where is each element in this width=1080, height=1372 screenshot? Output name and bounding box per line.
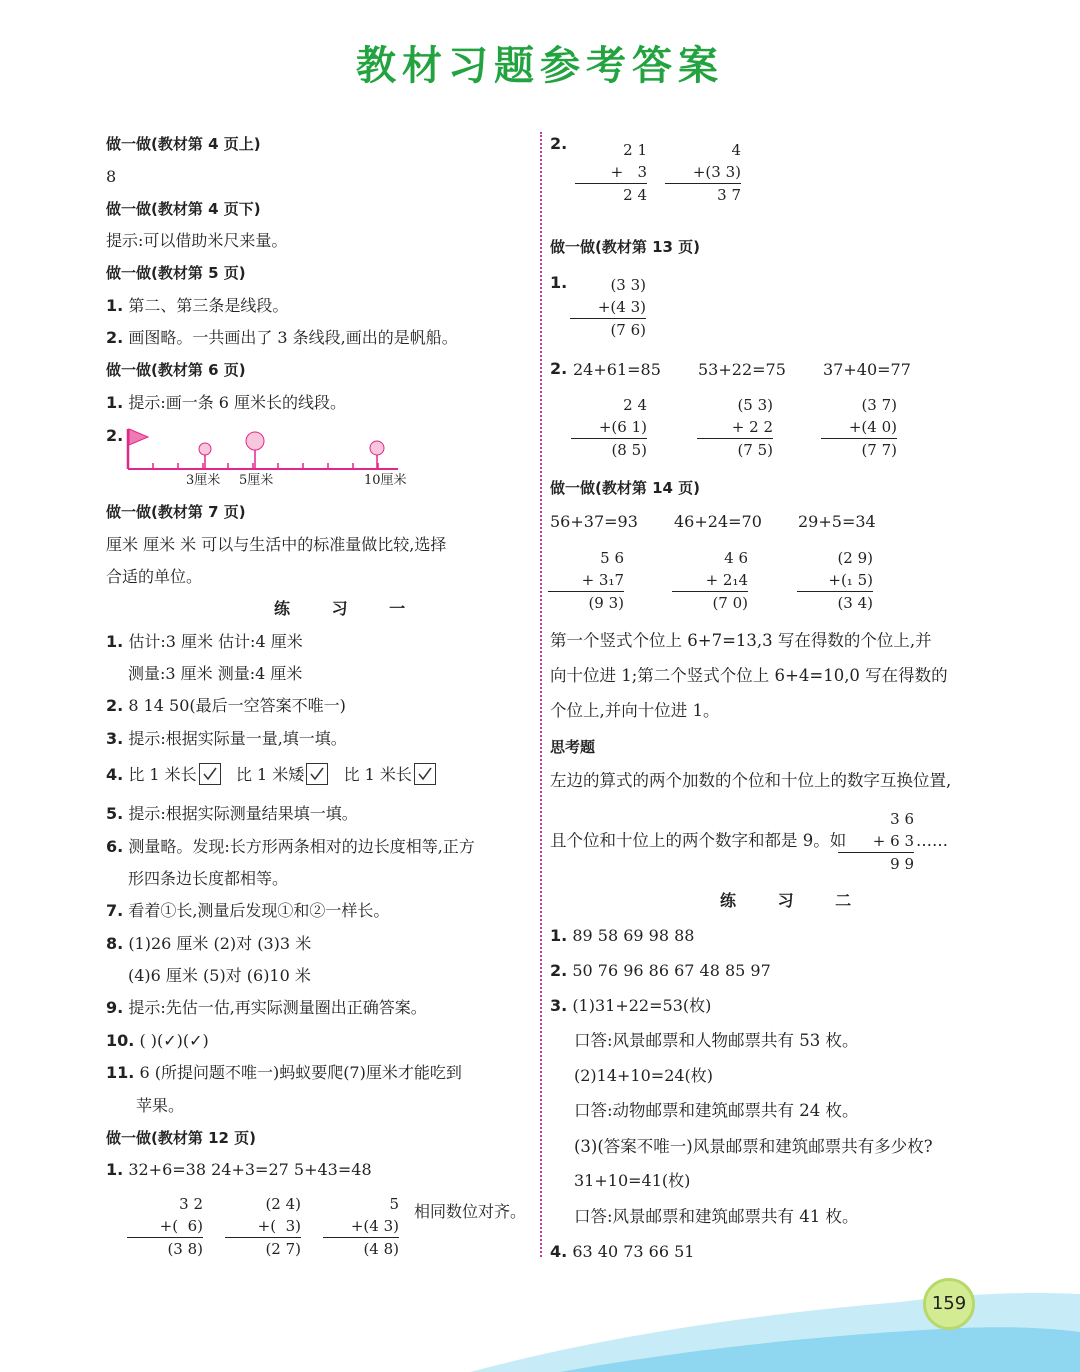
answer-text: 提示:根据实际测量结果填一填。 [128, 804, 358, 823]
answer-line [106, 1159, 372, 1181]
vertical-calc [821, 394, 897, 461]
heading-p14: 做一做(教材第 14 页) [550, 479, 701, 497]
item-number: 10. [106, 1031, 135, 1050]
answer-text: 50 76 96 86 67 48 85 97 [572, 961, 771, 980]
answer-line [106, 997, 427, 1019]
calc-row: (3 8) [167, 1240, 203, 1258]
calc-row: (4 8) [363, 1240, 399, 1258]
answer-text: 89 58 69 98 88 [572, 926, 695, 945]
calc-row: 4 6 [724, 549, 748, 567]
answer-text: 比 1 米长 [343, 765, 412, 784]
equation: 53+22=75 [698, 360, 786, 379]
answer-text: 8 14 50(最后一空答案不唯一) [128, 696, 346, 715]
item-number: 9. [106, 998, 124, 1017]
calc-row: 2 4 [623, 186, 647, 204]
page-title: 教材习题参考答案 [356, 43, 724, 89]
answer-line [106, 900, 389, 922]
answer-text: (2)14+10=24(枚) [574, 1066, 714, 1085]
section-title: 练 习 一 [274, 599, 424, 618]
answer-text: 口答:风景邮票和建筑邮票共有 41 枚。 [574, 1207, 859, 1226]
answer-text: 口答:风景邮票和人物邮票共有 53 枚。 [574, 1031, 859, 1050]
calc-row: (3 7) [861, 396, 897, 414]
answer-line [550, 925, 694, 947]
item-number: 1. [106, 296, 124, 315]
think-heading: 思考题 [550, 738, 596, 756]
item-number: 2. [106, 696, 124, 715]
answer-text: (1)26 厘米 (2)对 (3)3 米 [128, 934, 312, 953]
explanation-text: 第一个竖式个位上 6+7=13,3 写在得数的个位上,并 [550, 631, 932, 650]
item-number: 2. [550, 961, 568, 980]
calc-row: +(₁ 5) [797, 569, 873, 592]
ruler-label: 10厘米 [364, 473, 407, 488]
calc-row: (7 5) [737, 441, 773, 459]
small-tree-icon [199, 443, 211, 469]
item-number: 2. [550, 359, 568, 378]
item-number: 2. [106, 426, 124, 445]
calc-row: 3 7 [717, 186, 741, 204]
ellipsis: …… [916, 831, 948, 850]
calc-row: 3 6 [890, 810, 914, 828]
answer-text: (4)6 厘米 (5)对 (6)10 米 [128, 966, 311, 985]
answer-text: 63 40 73 66 51 [572, 1242, 695, 1261]
answer-text: 6 (所提问题不唯一)蚂蚁要爬(7)厘米才能吃到 [139, 1063, 462, 1082]
item-number: 8. [106, 934, 124, 953]
equation: 37+40=77 [823, 360, 911, 379]
calc-row: (2 7) [265, 1240, 301, 1258]
answer-text: ( )(✓)(✓) [139, 1031, 209, 1050]
explanation-text: 个位上,并向十位进 1。 [550, 701, 720, 720]
answer-text: 测量:3 厘米 测量:4 厘米 [128, 664, 303, 683]
calc-row: 5 6 [600, 549, 624, 567]
calc-row: 2 4 [623, 396, 647, 414]
answer-text: 估计:3 厘米 估计:4 厘米 [128, 632, 303, 651]
calc-row: 2 1 [623, 141, 647, 159]
calc-row: +(6 1) [571, 416, 647, 439]
answer-line [106, 695, 346, 717]
calc-row: +( 6) [127, 1215, 203, 1238]
checkbox-checked [199, 763, 221, 785]
answer-text: 提示:先估一估,再实际测量圈出正确答案。 [128, 998, 427, 1017]
footer-wave-decoration [0, 1262, 1080, 1372]
calc-row: +(4 3) [323, 1215, 399, 1238]
calc-row: +( 3) [225, 1215, 301, 1238]
item-number: 2. [106, 328, 124, 347]
answer-line [106, 1062, 462, 1084]
vertical-calc [838, 808, 914, 875]
answer-line [106, 1030, 209, 1052]
calc-row: (2 9) [837, 549, 873, 567]
answer-text: 31+10=41(枚) [574, 1171, 691, 1190]
answer-text: 看着①长,测量后发现①和②一样长。 [128, 901, 390, 920]
heading-p4-bottom: 做一做(教材第 4 页下) [106, 200, 261, 218]
item-number: 2. [550, 134, 568, 153]
flag-icon [128, 429, 148, 469]
section-title: 练 习 二 [720, 891, 870, 910]
calc-row: 9 9 [890, 855, 914, 873]
answer-text: 提示:画一条 6 厘米长的线段。 [128, 393, 347, 412]
answer-line [106, 728, 347, 750]
calc-row: 4 [731, 141, 741, 159]
item-number: 4. [550, 1242, 568, 1261]
vertical-calc [570, 274, 646, 341]
calc-row: +(3 3) [665, 161, 741, 184]
answer-text: 比 1 米长 [128, 765, 197, 784]
vertical-calc [797, 547, 873, 614]
answer-text: 形四条边长度都相等。 [128, 869, 289, 888]
answer-text: 苹果。 [136, 1096, 185, 1115]
calc-row: (2 4) [265, 1195, 301, 1213]
balloon-icon [370, 441, 384, 469]
item-number: 5. [106, 804, 124, 823]
answer-line [106, 327, 458, 349]
calc-row: + 3 [575, 161, 647, 184]
answer-text: (3)(答案不唯一)风景邮票和建筑邮票共有多少枚? [574, 1137, 933, 1156]
tree-icon [246, 432, 264, 469]
ruler-label: 3厘米 [186, 473, 221, 488]
heading-p6: 做一做(教材第 6 页) [106, 361, 246, 379]
answer-text: 口答:动物邮票和建筑邮票共有 24 枚。 [574, 1101, 859, 1120]
answer-text: 合适的单位。 [106, 567, 203, 586]
calc-row: 3 2 [179, 1195, 203, 1213]
answer-line [106, 933, 311, 955]
answer-line [550, 960, 771, 982]
heading-p13: 做一做(教材第 13 页) [550, 238, 701, 256]
calc-row: + 2 2 [697, 416, 773, 439]
answer-line [106, 631, 303, 653]
answer-text: 厘米 厘米 米 可以与生活中的标准量做比较,选择 [106, 535, 447, 554]
calc-row: (8 5) [611, 441, 647, 459]
item-number: 11. [106, 1063, 135, 1082]
item-number: 7. [106, 901, 124, 920]
equation: 46+24=70 [674, 512, 762, 531]
heading-p7: 做一做(教材第 7 页) [106, 503, 246, 521]
explanation-text: 左边的算式的两个加数的个位和十位上的数字互换位置, [550, 771, 952, 790]
answer-text: 8 [106, 167, 117, 186]
item-number: 1. [550, 273, 568, 292]
vertical-calc [575, 139, 647, 206]
answer-text: 相同数位对齐。 [414, 1202, 527, 1221]
answer-line [106, 295, 288, 317]
calc-row: + 3₁7 [548, 569, 624, 592]
equation: 56+37=93 [550, 512, 638, 531]
answer-text: 画图略。一共画出了 3 条线段,画出的是帆船。 [128, 328, 458, 347]
answer-text: 第二、第三条是线段。 [128, 296, 289, 315]
vertical-calc [127, 1193, 203, 1260]
vertical-calc [323, 1193, 399, 1260]
answer-text: 提示:根据实际量一量,填一填。 [128, 729, 347, 748]
item-number: 3. [550, 996, 568, 1015]
answer-text: 比 1 米矮 [235, 765, 305, 784]
answer-text: 测量略。发现:长方形两条相对的边长度相等,正方 [128, 837, 475, 856]
vertical-calc [697, 394, 773, 461]
calc-row: (3 3) [610, 276, 646, 294]
calc-row: (3 4) [837, 594, 873, 612]
calc-row: + 2₁4 [672, 569, 748, 592]
answer-line [550, 995, 711, 1017]
heading-p5: 做一做(教材第 5 页) [106, 264, 246, 282]
item-number: 1. [106, 393, 124, 412]
calc-row: +(4 3) [570, 296, 646, 319]
item-number: 1. [106, 1160, 124, 1179]
equation: 24+61=85 [573, 360, 661, 379]
item-number: 1. [106, 632, 124, 651]
page-number-badge: 159 [923, 1278, 975, 1330]
ruler-label: 5厘米 [239, 473, 274, 488]
answer-line [106, 392, 346, 414]
calc-row: (5 3) [737, 396, 773, 414]
answer-line [106, 836, 475, 858]
item-number: 3. [106, 729, 124, 748]
checkbox-checked [306, 763, 328, 785]
explanation-text: 且个位和十位上的两个数字和都是 9。如 [550, 831, 847, 850]
answer-text: 32+6=38 24+3=27 5+43=48 [128, 1160, 372, 1179]
heading-p4-top: 做一做(教材第 4 页上) [106, 135, 261, 153]
answer-line [550, 1241, 694, 1263]
checkbox-checked [414, 763, 436, 785]
vertical-calc [672, 547, 748, 614]
answer-line [106, 803, 358, 825]
vertical-calc [571, 394, 647, 461]
answer-text: 提示:可以借助米尺来量。 [106, 231, 288, 250]
item-number: 4. [106, 765, 124, 784]
calc-row: (9 3) [588, 594, 624, 612]
vertical-calc [548, 547, 624, 614]
vertical-calc [665, 139, 741, 206]
explanation-text: 向十位进 1;第二个竖式个位上 6+4=10,0 写在得数的 [550, 666, 948, 685]
calc-row: + 6 3 [838, 830, 914, 853]
calc-row: +(4 0) [821, 416, 897, 439]
column-divider [540, 132, 542, 1257]
calc-row: (7 7) [861, 441, 897, 459]
calc-row: (7 0) [712, 594, 748, 612]
item-number: 1. [550, 926, 568, 945]
answer-text: (1)31+22=53(枚) [572, 996, 712, 1015]
heading-p12: 做一做(教材第 12 页) [106, 1129, 257, 1147]
calc-row: 5 [389, 1195, 399, 1213]
vertical-calc [225, 1193, 301, 1260]
equation: 29+5=34 [798, 512, 876, 531]
calc-row: (7 6) [610, 321, 646, 339]
answer-line [106, 764, 436, 787]
item-number: 6. [106, 837, 124, 856]
